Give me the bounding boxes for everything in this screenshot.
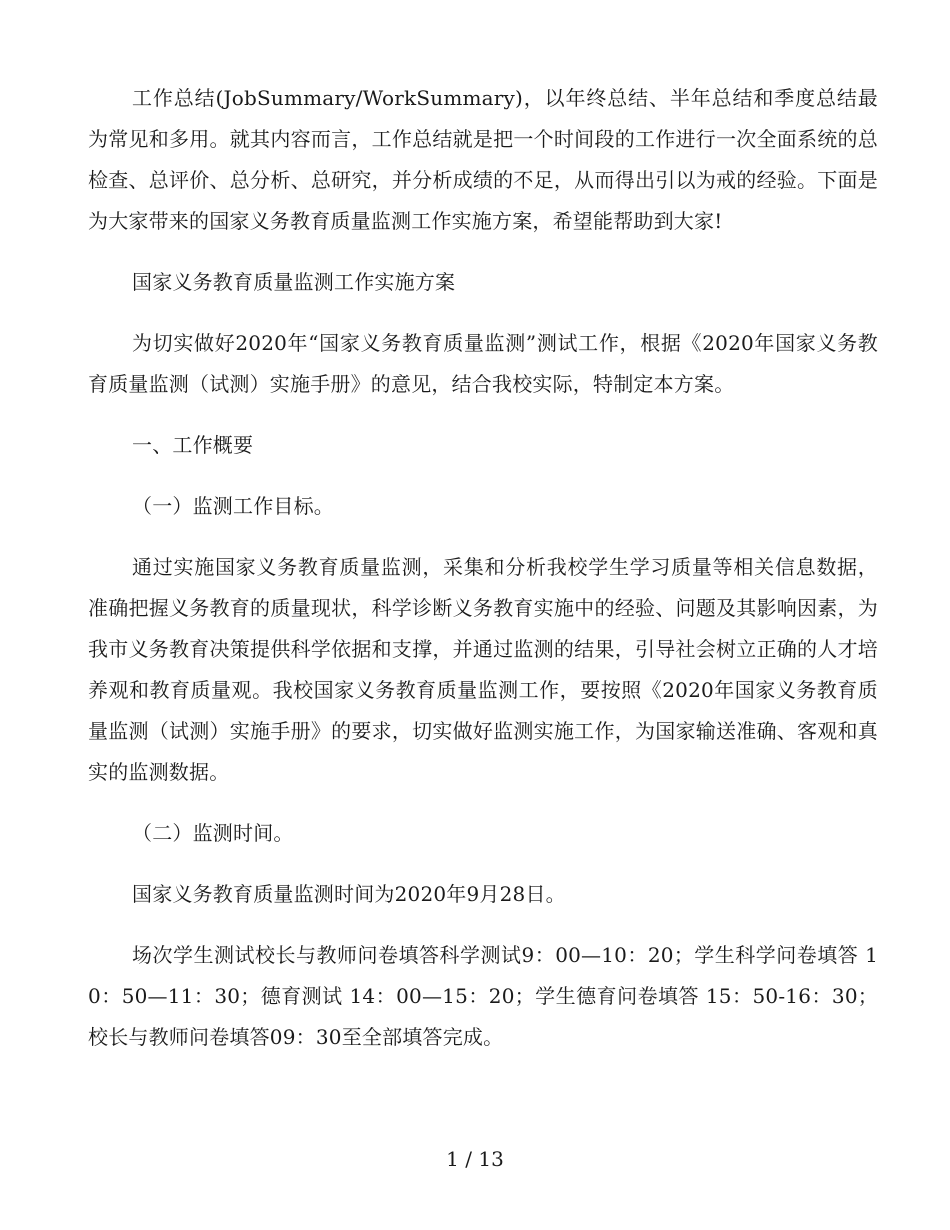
goals-paragraph: 通过实施国家义务教育质量监测，采集和分析我校学生学习质量等相关信息数据，准确把握义务教育的质量现状，科学诊断义务教育实施中的经验、问题及其影响因素，为我市义务教育决策提供科学依据和支撑，并通过监测的结果，引导社会树立正确的人才培养观和教育质量观。我校国家义务教育质量监测工作，要按照《2020年国家义务教育质量监测（试测）实施手册》的要求，切实做好监测实施工作，为国家输送准确、客观和真实的监测数据。 bbox=[88, 555, 878, 784]
paragraph-spacer bbox=[88, 527, 878, 547]
paragraph-spacer bbox=[88, 854, 878, 874]
subsection-heading-goals: （一）监测工作目标。 bbox=[132, 494, 334, 518]
subsection-heading-time: （二）监测时间。 bbox=[132, 821, 294, 845]
purpose-paragraph: 为切实做好2020年“国家义务教育质量监测”测试工作，根据《2020年国家义务教育质量监测（试测）实施手册》的意见，结合我校实际，特制定本方案。 bbox=[88, 331, 878, 396]
paragraph-spacer bbox=[88, 793, 878, 813]
paragraph-spacer bbox=[88, 405, 878, 425]
document-body bbox=[88, 78, 878, 1058]
paragraph-spacer bbox=[88, 303, 878, 323]
section-heading-overview: 一、工作概要 bbox=[132, 433, 254, 457]
time-paragraph: 国家义务教育质量监测时间为2020年9月28日。 bbox=[132, 882, 566, 906]
paragraph-spacer bbox=[88, 242, 878, 262]
schedule-paragraph: 场次学生测试校长与教师问卷填答科学测试9：00—10：20；学生科学问卷填答 10：50—11：30；德育测试 14：00—15：20；学生德育问卷填答 15：50-16：30；校长与教师问卷填答09：30至全部填答完成。 bbox=[88, 943, 878, 1049]
paragraph-spacer bbox=[88, 915, 878, 935]
document-title: 国家义务教育质量监测工作实施方案 bbox=[132, 270, 456, 294]
paragraph-spacer bbox=[88, 466, 878, 486]
intro-paragraph: 工作总结(JobSummary/WorkSummary)，以年终总结、半年总结和季度总结最为常见和多用。就其内容而言，工作总结就是把一个时间段的工作进行一次全面系统的总检查、总评价、总分析、总研究，并分析成绩的不足，从而得出引以为戒的经验。下面是为大家带来的国家义务教育质量监测工作实施方案，希望能帮助到大家! bbox=[88, 86, 878, 233]
page-number: 1 / 13 bbox=[446, 1147, 504, 1171]
